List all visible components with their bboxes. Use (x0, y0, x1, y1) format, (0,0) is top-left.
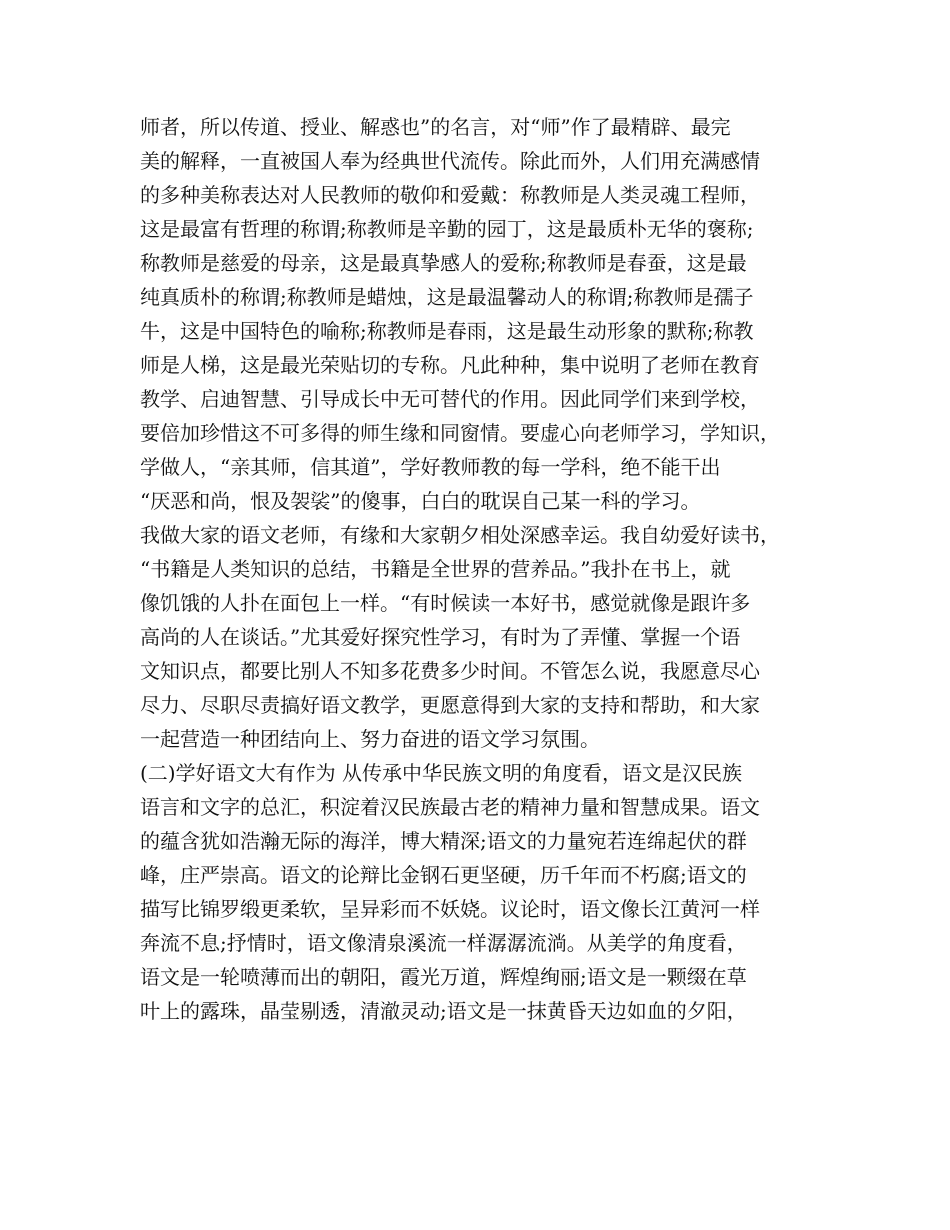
text-line: 美的解释，一直被国人奉为经典世代流传。除此而外，人们用充满感情 (140, 149, 760, 173)
text-line: 我做大家的语文老师，有缘和大家朝夕相处深感幸运。我自幼爱好读书， (140, 523, 780, 547)
text-line: (二)学好语文大有作为 从传承中华民族文明的角度看，语文是汉民族 (140, 761, 742, 785)
text-line: 尽力、尽职尽责搞好语文教学，更愿意得到大家的支持和帮助，和大家 (140, 693, 760, 717)
text-line: 学做人，“亲其师，信其道”，学好教师教的每一学科，绝不能干出 (140, 455, 721, 479)
text-line: “厌恶和尚，恨及袈裟”的傻事，白白的耽误自己某一科的学习。 (140, 489, 701, 513)
text-line: 牛，这是中国特色的喻称;称教师是春雨，这是最生动形象的默称;称教 (140, 319, 754, 343)
text-line: “书籍是人类知识的总结，书籍是全世界的营养品。”我扑在书上，就 (140, 557, 731, 581)
text-line: 语言和文字的总汇，积淀着汉民族最古老的精神力量和智慧成果。语文 (140, 795, 760, 819)
text-line: 峰，庄严崇高。语文的论辩比金钢石更坚硬，历千年而不朽腐;语文的 (140, 863, 747, 887)
text-line: 高尚的人在谈话。”尤其爱好探究性学习，有时为了弄懂、掌握一个语 (140, 625, 741, 649)
text-line: 的多种美称表达对人民教师的敬仰和爱戴：称教师是人类灵魂工程师， (140, 183, 760, 207)
text-line: 的蕴含犹如浩瀚无际的海洋，博大精深;语文的力量宛若连绵起伏的群 (140, 829, 747, 853)
text-line: 描写比锦罗缎更柔软，呈异彩而不妖娆。议论时，语文像长江黄河一样 (140, 897, 760, 921)
text-line: 奔流不息;抒情时，语文像清泉溪流一样潺潺流淌。从美学的角度看， (140, 931, 747, 955)
text-line: 这是最富有哲理的称谓;称教师是辛勤的园丁，这是最质朴无华的褒称; (140, 217, 754, 241)
text-line: 教学、启迪智慧、引导成长中无可替代的作用。因此同学们来到学校， (140, 387, 760, 411)
text-line: 纯真质朴的称谓;称教师是蜡烛，这是最温馨动人的称谓;称教师是孺子 (140, 285, 754, 309)
text-line: 文知识点，都要比别人不知多花费多少时间。不管怎么说，我愿意尽心 (140, 659, 760, 683)
document-page (140, 110, 830, 1028)
text-line: 师者，所以传道、授业、解惑也”的名言，对“师”作了最精辟、最完 (140, 115, 731, 139)
text-line: 叶上的露珠，晶莹剔透，清澈灵动;语文是一抹黄昏天边如血的夕阳， (140, 999, 747, 1023)
text-line: 称教师是慈爱的母亲，这是最真挚感人的爱称;称教师是春蚕，这是最 (140, 251, 747, 275)
text-line: 师是人梯，这是最光荣贴切的专称。凡此种种，集中说明了老师在教育 (140, 353, 760, 377)
text-line: 语文是一轮喷薄而出的朝阳，霞光万道，辉煌绚丽;语文是一颗缀在草 (140, 965, 747, 989)
text-line: 要倍加珍惜这不可多得的师生缘和同窗情。要虚心向老师学习，学知识， (140, 421, 780, 445)
text-line: 一起营造一种团结向上、努力奋进的语文学习氛围。 (140, 727, 600, 751)
text-line: 像饥饿的人扑在面包上一样。“有时候读一本好书，感觉就像是跟许多 (140, 591, 751, 615)
